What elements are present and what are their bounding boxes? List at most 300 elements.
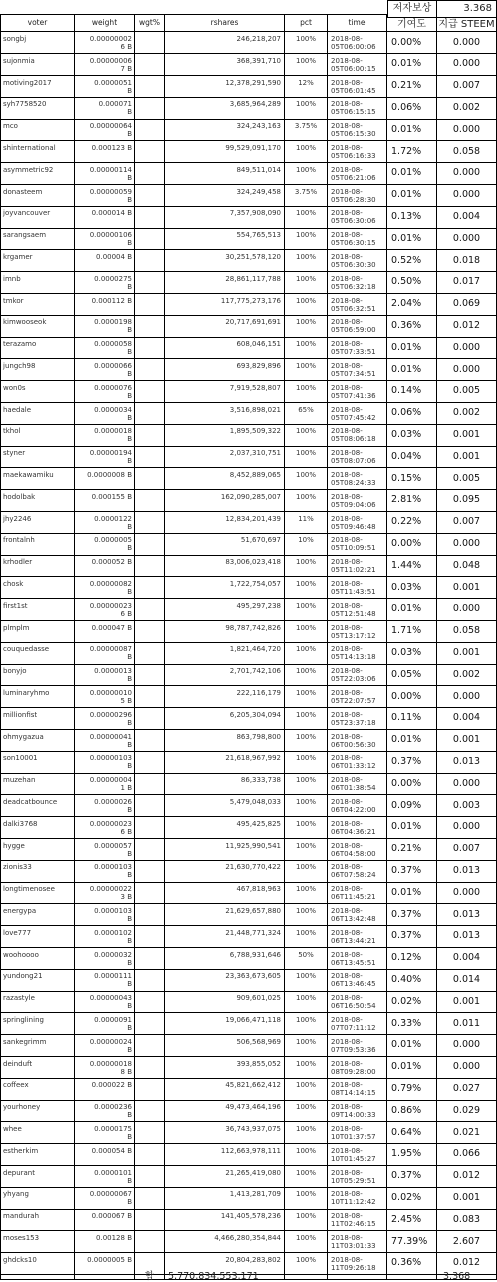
table-cell-voter: bonyjo [0, 664, 75, 686]
table-cell-pct: 100% [285, 817, 328, 839]
totals-blank-voter [0, 1275, 75, 1280]
table-cell-wgt [135, 533, 165, 555]
table-cell-wgt [135, 817, 165, 839]
table-cell-weight: 0.00000043 B [75, 991, 135, 1013]
table-cell-wgt [135, 708, 165, 730]
table-cell-weight: 0.0000034 B [75, 403, 135, 425]
table-cell-wgt [135, 294, 165, 316]
table-cell-weight: 0.0000032 B [75, 948, 135, 970]
table-cell-pct: 100% [285, 424, 328, 446]
table-cell-wgt [135, 1166, 165, 1188]
table-cell-pct: 100% [285, 1013, 328, 1035]
table-cell-rshares: 4,466,280,354,844 [165, 1231, 285, 1253]
table-cell-voter: songbj [0, 32, 75, 54]
table-cell-rshares: 495,297,238 [165, 599, 285, 621]
table-cell-voter: sankegrimm [0, 1035, 75, 1057]
table-cell-contrib: 0.01% [387, 599, 437, 621]
table-cell-wgt [135, 490, 165, 512]
table-cell-time: 2018-08- 05T07:34:51 [328, 359, 387, 381]
table-cell-voter: son10001 [0, 751, 75, 773]
table-cell-time: 2018-08- 05T06:00:06 [328, 32, 387, 54]
table-cell-wgt [135, 337, 165, 359]
table-cell-contrib: 0.03% [387, 424, 437, 446]
table-cell-time: 2018-08- 10T05:29:51 [328, 1166, 387, 1188]
table-cell-pct: 100% [285, 860, 328, 882]
table-cell-contrib: 0.33% [387, 1013, 437, 1035]
table-cell-voter: whee [0, 1122, 75, 1144]
table-cell-wgt [135, 424, 165, 446]
table-cell-rshares: 99,529,091,170 [165, 141, 285, 163]
table-cell-weight: 0.000112 B [75, 294, 135, 316]
table-cell-voter: krgamer [0, 250, 75, 272]
table-cell-voter: love777 [0, 926, 75, 948]
header-contribution: 기여도 [387, 18, 437, 32]
table-cell-pct: 50% [285, 948, 328, 970]
table-cell-pct: 100% [285, 708, 328, 730]
table-cell-payout: 0.012 [437, 1253, 497, 1275]
table-cell-contrib: 0.01% [387, 163, 437, 185]
table-cell-contrib: 0.13% [387, 206, 437, 228]
table-cell-pct: 100% [285, 250, 328, 272]
table-cell-rshares: 467,818,963 [165, 882, 285, 904]
table-cell-time: 2018-08- 05T10:09:51 [328, 533, 387, 555]
table-cell-wgt [135, 185, 165, 207]
table-cell-pct: 100% [285, 926, 328, 948]
table-cell-contrib: 0.01% [387, 228, 437, 250]
table-cell-rshares: 7,919,528,807 [165, 381, 285, 403]
table-cell-contrib: 0.36% [387, 1253, 437, 1275]
table-cell-contrib: 0.00% [387, 686, 437, 708]
table-cell-time: 2018-08- 05T06:15:15 [328, 97, 387, 119]
table-cell-contrib: 0.01% [387, 882, 437, 904]
table-cell-payout: 0.003 [437, 795, 497, 817]
table-cell-weight: 0.00000194 B [75, 446, 135, 468]
table-cell-rshares: 36,743,937,075 [165, 1122, 285, 1144]
table-cell-payout: 0.000 [437, 1057, 497, 1079]
table-cell-time: 2018-08- 05T06:30:15 [328, 228, 387, 250]
table-cell-rshares: 608,046,151 [165, 337, 285, 359]
table-cell-voter: asymmetric92 [0, 163, 75, 185]
table-cell-voter: shinternational [0, 141, 75, 163]
table-cell-time: 2018-08- 05T06:15:30 [328, 119, 387, 141]
table-cell-rshares: 49,473,464,196 [165, 1100, 285, 1122]
table-cell-weight: 0.00128 B [75, 1231, 135, 1253]
table-cell-weight: 0.0000051 B [75, 76, 135, 98]
table-cell-payout: 0.000 [437, 119, 497, 141]
table-cell-wgt [135, 1122, 165, 1144]
table-cell-rshares: 12,834,201,439 [165, 512, 285, 534]
table-cell-wgt [135, 119, 165, 141]
table-cell-rshares: 11,925,990,541 [165, 839, 285, 861]
table-cell-pct: 100% [285, 1035, 328, 1057]
table-cell-voter: longtimenosee [0, 882, 75, 904]
table-cell-time: 2018-08- 06T07:58:24 [328, 860, 387, 882]
table-cell-voter: hygge [0, 839, 75, 861]
table-cell-rshares: 368,391,710 [165, 54, 285, 76]
table-cell-wgt [135, 1231, 165, 1253]
table-cell-weight: 0.0000122 B [75, 512, 135, 534]
header-time: time [328, 14, 387, 32]
table-cell-payout: 0.029 [437, 1100, 497, 1122]
table-cell-time: 2018-08- 05T06:00:15 [328, 54, 387, 76]
table-cell-contrib: 2.81% [387, 490, 437, 512]
table-cell-rshares: 1,413,281,709 [165, 1187, 285, 1209]
header-weight: weight [75, 14, 135, 32]
table-cell-contrib: 0.03% [387, 642, 437, 664]
table-cell-time: 2018-08- 06T11:45:21 [328, 882, 387, 904]
table-cell-pct: 100% [285, 599, 328, 621]
table-cell-voter: donasteem [0, 185, 75, 207]
table-cell-contrib: 1.95% [387, 1144, 437, 1166]
table-cell-rshares: 222,116,179 [165, 686, 285, 708]
table-cell-contrib: 2.45% [387, 1209, 437, 1231]
table-cell-rshares: 19,066,471,118 [165, 1013, 285, 1035]
table-cell-payout: 0.012 [437, 1166, 497, 1188]
table-cell-pct: 100% [285, 490, 328, 512]
table-cell-weight: 0.00000087 B [75, 642, 135, 664]
table-cell-rshares: 51,670,697 [165, 533, 285, 555]
table-cell-payout: 0.017 [437, 272, 497, 294]
table-cell-time: 2018-08- 11T09:26:18 [328, 1253, 387, 1275]
table-cell-payout: 0.007 [437, 512, 497, 534]
table-cell-weight: 0.000052 B [75, 555, 135, 577]
table-cell-weight: 0.00000004 1 B [75, 773, 135, 795]
table-cell-time: 2018-08- 07T07:11:12 [328, 1013, 387, 1035]
table-cell-payout: 0.002 [437, 97, 497, 119]
table-cell-voter: jungch98 [0, 359, 75, 381]
table-cell-pct: 100% [285, 642, 328, 664]
table-cell-rshares: 21,629,657,880 [165, 904, 285, 926]
author-reward-value: 3.368 [437, 0, 497, 18]
table-cell-rshares: 3,685,964,289 [165, 97, 285, 119]
table-cell-payout: 0.001 [437, 730, 497, 752]
table-cell-contrib: 0.37% [387, 904, 437, 926]
table-cell-contrib: 0.01% [387, 337, 437, 359]
table-cell-wgt [135, 468, 165, 490]
table-cell-wgt [135, 1209, 165, 1231]
table-cell-wgt [135, 1187, 165, 1209]
table-cell-time: 2018-08- 05T07:41:36 [328, 381, 387, 403]
table-cell-payout: 0.000 [437, 599, 497, 621]
table-cell-wgt [135, 272, 165, 294]
table-cell-rshares: 21,265,419,080 [165, 1166, 285, 1188]
table-cell-voter: coffeex [0, 1078, 75, 1100]
table-cell-voter: tkhol [0, 424, 75, 446]
table-cell-wgt [135, 54, 165, 76]
table-cell-rshares: 3,516,898,021 [165, 403, 285, 425]
table-cell-weight: 0.000067 B [75, 1209, 135, 1231]
table-cell-weight: 0.000047 B [75, 621, 135, 643]
table-cell-contrib: 0.01% [387, 119, 437, 141]
table-cell-wgt [135, 1100, 165, 1122]
table-cell-rshares: 246,218,207 [165, 32, 285, 54]
table-cell-wgt [135, 621, 165, 643]
table-cell-weight: 0.00004 B [75, 250, 135, 272]
table-cell-voter: muzehan [0, 773, 75, 795]
table-cell-weight: 0.000071 B [75, 97, 135, 119]
table-cell-payout: 0.095 [437, 490, 497, 512]
table-cell-rshares: 45,821,662,412 [165, 1078, 285, 1100]
table-cell-wgt [135, 577, 165, 599]
table-cell-weight: 0.00000023 6 B [75, 599, 135, 621]
table-cell-contrib: 0.21% [387, 839, 437, 861]
table-cell-voter: motiving2017 [0, 76, 75, 98]
table-cell-rshares: 23,363,673,605 [165, 969, 285, 991]
table-cell-rshares: 909,601,025 [165, 991, 285, 1013]
table-cell-time: 2018-08- 05T08:07:06 [328, 446, 387, 468]
table-cell-payout: 0.069 [437, 294, 497, 316]
table-cell-payout: 0.011 [437, 1013, 497, 1035]
table-cell-time: 2018-08- 07T09:53:36 [328, 1035, 387, 1057]
table-cell-payout: 0.014 [437, 969, 497, 991]
table-cell-pct: 100% [285, 555, 328, 577]
table-cell-weight: 0.00000018 8 B [75, 1057, 135, 1079]
table-cell-rshares: 324,243,163 [165, 119, 285, 141]
table-cell-time: 2018-08- 06T13:42:48 [328, 904, 387, 926]
table-cell-contrib: 0.01% [387, 730, 437, 752]
table-cell-rshares: 12,378,291,590 [165, 76, 285, 98]
table-cell-pct: 100% [285, 686, 328, 708]
table-cell-time: 2018-08- 05T07:45:42 [328, 403, 387, 425]
table-cell-payout: 0.013 [437, 860, 497, 882]
table-cell-contrib: 0.01% [387, 1035, 437, 1057]
totals-blank-contrib [387, 1275, 437, 1280]
table-cell-rshares: 83,006,023,418 [165, 555, 285, 577]
table-cell-time: 2018-08- 05T11:43:51 [328, 577, 387, 599]
table-cell-contrib: 1.71% [387, 621, 437, 643]
table-cell-contrib: 0.50% [387, 272, 437, 294]
table-cell-rshares: 2,701,742,106 [165, 664, 285, 686]
table-cell-contrib: 0.52% [387, 250, 437, 272]
table-cell-rshares: 21,630,770,422 [165, 860, 285, 882]
table-cell-contrib: 0.01% [387, 1057, 437, 1079]
table-cell-voter: estherkim [0, 1144, 75, 1166]
table-cell-payout: 0.000 [437, 773, 497, 795]
table-cell-time: 2018-08- 05T06:30:30 [328, 250, 387, 272]
table-cell-time: 2018-08- 05T06:16:33 [328, 141, 387, 163]
table-cell-time: 2018-08- 05T13:17:12 [328, 621, 387, 643]
table-cell-voter: ohmygazua [0, 730, 75, 752]
table-cell-contrib: 0.79% [387, 1078, 437, 1100]
table-cell-pct: 100% [285, 621, 328, 643]
table-cell-time: 2018-08- 11T02:46:15 [328, 1209, 387, 1231]
table-cell-contrib: 0.02% [387, 1187, 437, 1209]
table-cell-time: 2018-08- 05T22:07:57 [328, 686, 387, 708]
table-cell-payout: 0.058 [437, 141, 497, 163]
header-wgt: wgt% [135, 14, 165, 32]
table-cell-voter: tmkor [0, 294, 75, 316]
table-cell-pct: 100% [285, 337, 328, 359]
table-cell-contrib: 0.01% [387, 817, 437, 839]
table-cell-time: 2018-08- 05T08:06:18 [328, 424, 387, 446]
table-cell-time: 2018-08- 06T13:44:21 [328, 926, 387, 948]
table-cell-voter: plmplm [0, 621, 75, 643]
table-cell-pct: 100% [285, 969, 328, 991]
table-cell-weight: 0.00000296 B [75, 708, 135, 730]
table-cell-voter: hodolbak [0, 490, 75, 512]
table-cell-payout: 0.048 [437, 555, 497, 577]
table-cell-weight: 0.000014 B [75, 206, 135, 228]
table-cell-pct: 100% [285, 904, 328, 926]
table-cell-weight: 0.0000018 B [75, 424, 135, 446]
table-cell-pct: 100% [285, 315, 328, 337]
table-cell-weight: 0.0000198 B [75, 315, 135, 337]
table-cell-wgt [135, 795, 165, 817]
table-cell-weight: 0.0000008 B [75, 468, 135, 490]
table-cell-pct: 100% [285, 1057, 328, 1079]
table-cell-weight: 0.00000024 B [75, 1035, 135, 1057]
table-cell-weight: 0.0000103 B [75, 904, 135, 926]
table-cell-wgt [135, 315, 165, 337]
table-cell-weight: 0.00000064 B [75, 119, 135, 141]
table-cell-pct: 100% [285, 32, 328, 54]
totals-label: 합 [135, 1275, 165, 1280]
table-cell-time: 2018-08- 06T04:58:00 [328, 839, 387, 861]
table-cell-contrib: 2.04% [387, 294, 437, 316]
table-cell-time: 2018-08- 10T01:37:57 [328, 1122, 387, 1144]
header-pct: pct [285, 14, 328, 32]
table-cell-rshares: 1,722,754,057 [165, 577, 285, 599]
table-cell-contrib: 0.15% [387, 468, 437, 490]
table-cell-contrib: 77.39% [387, 1231, 437, 1253]
table-cell-contrib: 0.06% [387, 403, 437, 425]
table-cell-rshares: 28,861,117,788 [165, 272, 285, 294]
table-cell-payout: 0.001 [437, 446, 497, 468]
table-cell-payout: 0.013 [437, 904, 497, 926]
table-cell-pct: 100% [285, 163, 328, 185]
table-cell-weight: 0.0000275 B [75, 272, 135, 294]
table-cell-weight: 0.0000236 B [75, 1100, 135, 1122]
table-cell-pct: 100% [285, 882, 328, 904]
table-cell-weight: 0.0000005 B [75, 1253, 135, 1275]
table-cell-time: 2018-08- 06T13:45:51 [328, 948, 387, 970]
table-cell-payout: 0.001 [437, 991, 497, 1013]
table-cell-payout: 0.004 [437, 206, 497, 228]
table-cell-contrib: 1.72% [387, 141, 437, 163]
table-cell-voter: deadcatbounce [0, 795, 75, 817]
table-cell-wgt [135, 403, 165, 425]
table-cell-time: 2018-08- 06T00:56:30 [328, 730, 387, 752]
table-cell-contrib: 0.09% [387, 795, 437, 817]
table-cell-payout: 0.004 [437, 948, 497, 970]
table-cell-time: 2018-08- 05T07:33:51 [328, 337, 387, 359]
table-cell-wgt [135, 76, 165, 98]
table-cell-voter: yourhoney [0, 1100, 75, 1122]
table-cell-payout: 0.000 [437, 32, 497, 54]
table-cell-weight: 0.00000002 6 B [75, 32, 135, 54]
table-cell-wgt [135, 904, 165, 926]
table-cell-time: 2018-08- 11T03:01:33 [328, 1231, 387, 1253]
table-cell-voter: maekawamiku [0, 468, 75, 490]
table-cell-payout: 0.000 [437, 163, 497, 185]
table-cell-wgt [135, 599, 165, 621]
table-cell-payout: 0.027 [437, 1078, 497, 1100]
table-cell-weight: 0.00000041 B [75, 730, 135, 752]
table-cell-rshares: 393,855,052 [165, 1057, 285, 1079]
table-cell-rshares: 554,765,513 [165, 228, 285, 250]
table-cell-time: 2018-08- 10T01:45:27 [328, 1144, 387, 1166]
table-cell-weight: 0.00000067 B [75, 1187, 135, 1209]
table-cell-pct: 100% [285, 751, 328, 773]
table-cell-payout: 0.083 [437, 1209, 497, 1231]
table-cell-contrib: 0.06% [387, 97, 437, 119]
table-cell-contrib: 0.37% [387, 1166, 437, 1188]
table-cell-pct: 100% [285, 839, 328, 861]
table-cell-pct: 100% [285, 141, 328, 163]
header-voter: voter [0, 14, 75, 32]
table-cell-contrib: 0.00% [387, 533, 437, 555]
table-cell-weight: 0.0000057 B [75, 839, 135, 861]
table-cell-wgt [135, 751, 165, 773]
table-cell-weight: 0.00000023 6 B [75, 817, 135, 839]
table-cell-pct: 100% [285, 1231, 328, 1253]
table-cell-voter: dalki3768 [0, 817, 75, 839]
table-cell-payout: 0.007 [437, 839, 497, 861]
table-cell-time: 2018-08- 05T12:51:48 [328, 599, 387, 621]
table-cell-weight: 0.000155 B [75, 490, 135, 512]
table-cell-voter: joyvancouver [0, 206, 75, 228]
table-cell-pct: 100% [285, 795, 328, 817]
totals-payout: 3.368 [437, 1275, 497, 1280]
table-cell-contrib: 0.37% [387, 860, 437, 882]
table-cell-wgt [135, 860, 165, 882]
table-cell-pct: 100% [285, 294, 328, 316]
table-cell-pct: 100% [285, 359, 328, 381]
author-reward-label: 저자보상 [387, 0, 437, 18]
table-cell-pct: 100% [285, 468, 328, 490]
table-cell-voter: moses153 [0, 1231, 75, 1253]
table-cell-payout: 0.012 [437, 315, 497, 337]
table-cell-time: 2018-08- 05T08:24:33 [328, 468, 387, 490]
table-cell-wgt [135, 97, 165, 119]
table-cell-wgt [135, 206, 165, 228]
table-cell-voter: yundong21 [0, 969, 75, 991]
table-cell-payout: 0.000 [437, 882, 497, 904]
table-cell-weight: 0.000022 B [75, 1078, 135, 1100]
table-cell-time: 2018-08- 06T16:50:54 [328, 991, 387, 1013]
table-cell-voter: krhodler [0, 555, 75, 577]
table-cell-rshares: 2,037,310,751 [165, 446, 285, 468]
table-cell-pct: 100% [285, 1187, 328, 1209]
table-cell-payout: 0.005 [437, 468, 497, 490]
table-cell-rshares: 20,717,691,691 [165, 315, 285, 337]
table-cell-time: 2018-08- 08T09:28:00 [328, 1057, 387, 1079]
table-cell-rshares: 117,775,273,176 [165, 294, 285, 316]
table-cell-payout: 0.058 [437, 621, 497, 643]
table-cell-rshares: 324,249,458 [165, 185, 285, 207]
table-cell-pct: 100% [285, 577, 328, 599]
table-cell-payout: 0.013 [437, 926, 497, 948]
table-cell-time: 2018-08- 05T09:46:48 [328, 512, 387, 534]
table-cell-pct: 3.75% [285, 185, 328, 207]
table-cell-time: 2018-08- 10T11:12:42 [328, 1187, 387, 1209]
table-cell-voter: zionis33 [0, 860, 75, 882]
table-cell-weight: 0.0000013 B [75, 664, 135, 686]
table-cell-time: 2018-08- 05T23:37:18 [328, 708, 387, 730]
table-cell-pct: 100% [285, 206, 328, 228]
table-cell-payout: 0.001 [437, 424, 497, 446]
table-cell-contrib: 0.21% [387, 76, 437, 98]
table-cell-voter: woohoooo [0, 948, 75, 970]
table-cell-weight: 0.0000103 B [75, 860, 135, 882]
table-cell-voter: terazamo [0, 337, 75, 359]
table-cell-weight: 0.00000106 B [75, 228, 135, 250]
table-cell-contrib: 0.05% [387, 664, 437, 686]
table-cell-rshares: 849,511,014 [165, 163, 285, 185]
table-cell-payout: 0.005 [437, 381, 497, 403]
table-cell-payout: 0.000 [437, 228, 497, 250]
table-cell-pct: 10% [285, 533, 328, 555]
